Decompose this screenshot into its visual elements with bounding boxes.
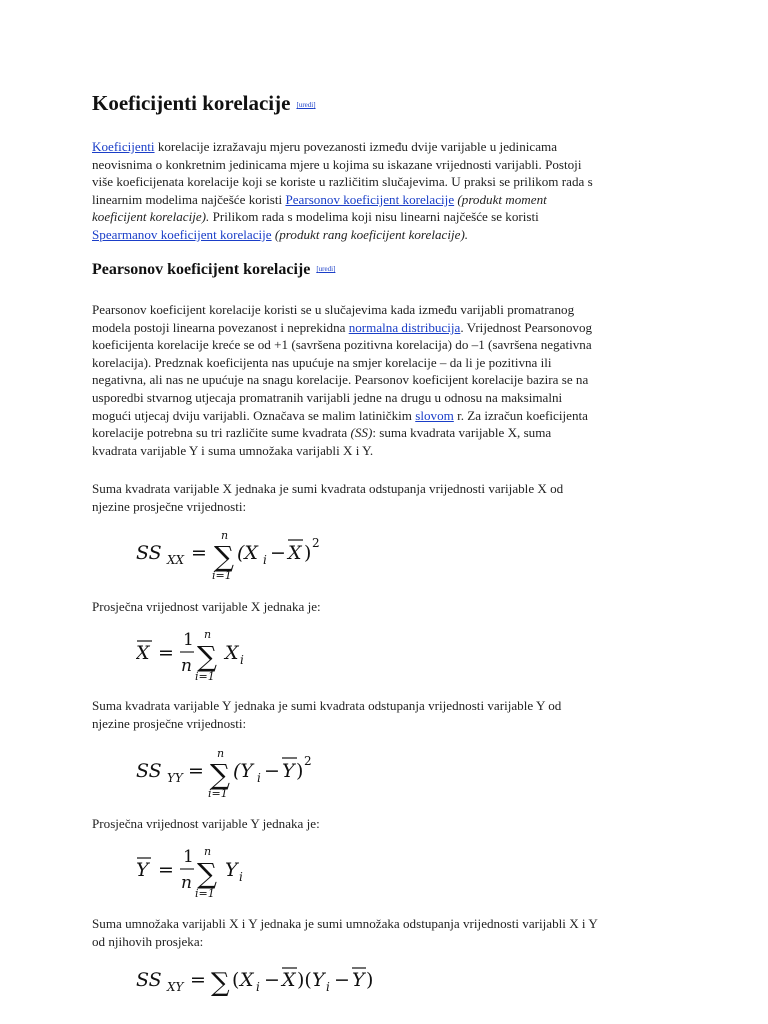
formula-equals: =: [190, 969, 206, 991]
text: modela postoji linearna povezanost i neprekidna: [92, 319, 349, 335]
formula-term: Y: [225, 859, 238, 881]
text: usporedbi stvarnog utjecaja promatranih varijabli jedne na drugu u odnosu na maksimalni: [92, 389, 563, 405]
ssxy-paragraph: [92, 915, 648, 950]
formula-mean: Y: [352, 969, 365, 991]
formula-upper-limit: n: [221, 529, 229, 542]
formula-xbar: [136, 623, 336, 683]
text: neovisnima o konkretnim jedinicama mjere u kojima su iskazane vrijednosti varijabli. Postoji: [92, 156, 582, 172]
formula-minus: −: [270, 542, 286, 564]
formula-equals: =: [158, 859, 174, 881]
page-title: [92, 91, 316, 116]
formula-lower-limit: i=1: [208, 787, 228, 800]
formula-paren: ): [304, 542, 312, 564]
formula-mean: X: [282, 969, 296, 991]
text: Pearsonov koeficijent korelacije koristi se u slučajevima kada između varijabli promatranog: [92, 302, 575, 317]
text: Suma kvadrata varijable Y jednaka je sumi kvadrata odstupanja vrijednosti varijable Y od: [92, 698, 562, 713]
text: . Vrijednost Pearsonovog: [460, 319, 593, 335]
ssxx-paragraph: [92, 480, 648, 515]
fraction-numerator: 1: [183, 630, 194, 650]
text: korelacije izražavaju mjeru povezanosti između dvije varijable u jedinicama: [154, 139, 558, 154]
link-normalna-distribucija[interactable]: normalna distribucija: [348, 319, 461, 335]
formula-term: X: [240, 969, 254, 991]
sum-symbol: ∑: [214, 540, 234, 573]
formula-symbol: SS: [136, 969, 162, 991]
text: : suma kvadrata varijable X, suma: [372, 425, 552, 441]
formula-paren: ): [296, 760, 304, 782]
formula-mean: X: [136, 642, 150, 664]
text: Suma kvadrata varijable X jednaka je sumi kvadrata odstupanja vrijednosti varijable X od: [92, 481, 564, 496]
text: više koeficijenata korelacije koji se koriste u različitim slučajevima. U praksi se prilikom rada s: [92, 174, 593, 190]
text: (produkt moment: [454, 191, 547, 207]
edit-link-2-label[interactable]: uredi: [318, 265, 334, 273]
text: (produkt rang koeficijent korelacije).: [271, 226, 469, 242]
fraction-denominator: n: [181, 873, 192, 893]
formula-subscript: i: [240, 653, 244, 667]
fraction-numerator: 1: [183, 847, 194, 867]
formula-upper-limit: n: [204, 845, 212, 858]
text: korelacije potrebna su tri različite sume kvadrata: [92, 425, 351, 441]
formula-term: Y: [312, 969, 325, 991]
text: Prosječna vrijednost varijable Y jednaka je:: [92, 816, 320, 831]
page-title-text: Koeficijenti korelacije: [92, 91, 291, 115]
section-heading-text: Pearsonov koeficijent korelacije: [92, 261, 311, 278]
text: od njihovih prosjeka:: [92, 933, 204, 949]
formula-exponent: 2: [312, 536, 320, 550]
formula-upper-limit: n: [217, 747, 225, 760]
sum-symbol: ∑: [211, 968, 230, 998]
sum-symbol: ∑: [197, 640, 217, 673]
text: kvadrata varijable Y i suma umnožaka varijabli X i Y.: [92, 442, 374, 458]
formula-symbol: SS: [136, 542, 162, 564]
formula-ssxy: [136, 960, 406, 1004]
formula-subscript: XY: [167, 980, 184, 994]
formula-mean: X: [288, 542, 302, 564]
section-heading: [92, 261, 335, 279]
formula-subscript: i: [239, 870, 243, 884]
xbar-paragraph: [92, 598, 648, 616]
text: koeficijent korelacije).: [92, 209, 210, 225]
formula-lower-limit: i=1: [212, 569, 232, 582]
formula-ssyy: [136, 744, 376, 802]
link-pearsonov[interactable]: Pearsonov koeficijent korelacije: [285, 191, 455, 207]
formula-term: (Y: [233, 760, 253, 782]
formula-equals: =: [158, 642, 174, 664]
text: mogući utjecaj dviju varijabli. Označava se malim latiničkim: [92, 407, 416, 423]
formula-subscript: i: [257, 771, 261, 785]
intro-paragraph: [92, 138, 648, 244]
formula-minus: −: [334, 969, 350, 991]
formula-subscript: i: [263, 553, 267, 567]
formula-minus: −: [264, 969, 280, 991]
link-koeficijenti[interactable]: Koeficijenti: [92, 139, 155, 154]
formula-paren: ): [366, 969, 374, 991]
formula-exponent: 2: [304, 754, 312, 768]
text: Prosječna vrijednost varijable X jednaka je:: [92, 599, 321, 614]
formula-upper-limit: n: [204, 628, 212, 641]
formula-term: (X: [237, 542, 258, 564]
formula-symbol: SS: [136, 760, 162, 782]
formula-ybar: [136, 840, 336, 900]
ssyy-paragraph: [92, 697, 648, 732]
edit-link-2[interactable]: [uredi]: [316, 265, 336, 273]
text: koeficijenta korelacije kreće se od +1 (savršena pozitivna korelacija) do –1 (savršena negativna: [92, 337, 592, 353]
text: njezine prosječne vrijednosti:: [92, 498, 247, 514]
formula-paren: (: [232, 969, 240, 991]
formula-subscript: i: [326, 980, 330, 994]
formula-mean: Y: [282, 760, 295, 782]
sum-symbol: ∑: [210, 758, 230, 791]
text: njezine prosječne vrijednosti:: [92, 715, 247, 731]
formula-equals: =: [188, 760, 204, 782]
text: Prilikom rada s modelima koji nisu linearni najčešće se koristi: [209, 209, 539, 225]
formula-equals: =: [191, 542, 207, 564]
text: korelacija). Predznak koeficijenta nas upućuje na smjer korelacije – da li je pozitivna ili: [92, 354, 552, 370]
formula-subscript: YY: [167, 771, 183, 785]
formula-subscript: XX: [167, 553, 185, 567]
formula-paren: )(: [297, 969, 312, 991]
sum-symbol: ∑: [197, 857, 217, 890]
formula-term: X: [225, 642, 239, 664]
text: r. Za izračun koeficijenta: [453, 407, 588, 423]
edit-link-1-label[interactable]: uredi: [298, 101, 314, 109]
fraction-denominator: n: [181, 656, 192, 676]
formula-mean: Y: [136, 859, 149, 881]
text: negativna, ali nas ne upućuje na snagu korelacije. Pearsonov koeficijent korelacije bazira se na: [92, 372, 589, 388]
formula-ssxx: [136, 526, 376, 584]
ybar-paragraph: [92, 815, 648, 833]
formula-subscript: i: [256, 980, 260, 994]
formula-lower-limit: i=1: [195, 670, 215, 683]
pearson-paragraph: [92, 301, 648, 459]
link-slovom[interactable]: slovom: [415, 407, 454, 423]
edit-link-1[interactable]: [uredi]: [296, 101, 316, 109]
text: (SS): [350, 425, 373, 441]
formula-lower-limit: i=1: [195, 887, 215, 900]
link-spearmanov[interactable]: Spearmanov koeficijent korelacije: [92, 226, 272, 242]
formula-minus: −: [264, 760, 280, 782]
text: linearnim modelima najčešće koristi: [92, 191, 286, 207]
text: Suma umnožaka varijabli X i Y jednaka je sumi umnožaka odstupanja vrijednosti varijabli X i Y: [92, 916, 598, 931]
